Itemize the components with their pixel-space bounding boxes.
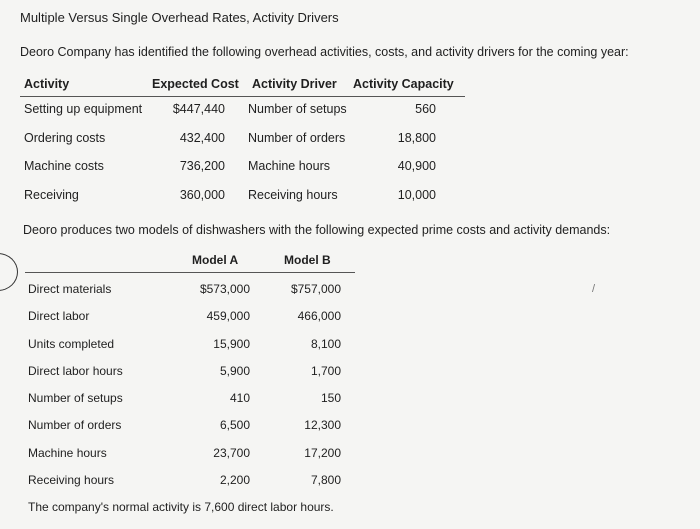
table-row [20,126,465,155]
table-row [25,273,355,300]
table-row [25,300,355,327]
expected-cost: 736,200 [179,159,225,173]
expected-cost: $447,440 [172,102,225,116]
activity-name: Setting up equipment [24,102,143,116]
row-label: Number of orders [28,418,122,433]
model-a-value: $573,000 [199,282,250,296]
bracket-mark [0,253,18,291]
model-b-value: 150 [320,391,341,406]
activity-driver: Receiving hours [248,187,338,202]
row-label: Direct labor [28,309,90,324]
model-b-value: 8,100 [310,336,341,351]
model-a-value: 15,900 [213,336,250,351]
normal-activity-note: The company's normal activity is 7,600 direct labor hours. [28,500,334,514]
header-model-b: Model B [284,253,331,267]
models-table [25,250,355,491]
table-row [20,183,465,212]
table-row [25,437,355,464]
model-a-value: 459,000 [206,309,250,324]
table-row [25,328,355,355]
table-row [25,355,355,382]
activity-capacity: 560 [415,102,436,116]
table-row [20,154,465,183]
model-a-value: 410 [229,391,250,406]
row-label: Direct materials [28,282,112,296]
activity-name: Machine costs [24,159,104,173]
row-label: Receiving hours [28,473,115,488]
activity-capacity: 10,000 [397,187,436,202]
activity-driver: Number of setups [248,102,347,116]
model-a-value: 5,900 [219,363,250,378]
model-b-value: 17,200 [304,445,341,460]
model-a-value: 6,500 [219,418,250,433]
activity-table-header [20,72,465,97]
table-row [20,97,465,126]
activity-table [20,72,465,211]
activity-driver: Machine hours [248,159,330,173]
row-label: Direct labor hours [28,363,123,378]
activity-capacity: 40,900 [397,159,436,173]
row-label: Machine hours [28,445,107,460]
header-activity-capacity: Activity Capacity [353,77,454,91]
table-row [25,382,355,409]
models-intro-text: Deoro produces two models of dishwashers with the following expected prime costs and activity demands: [23,223,611,237]
activity-driver: Number of orders [248,130,346,145]
model-b-value: 1,700 [310,363,341,378]
problem-title: Multiple Versus Single Overhead Rates, Activity Drivers [20,10,339,25]
activity-capacity: 18,800 [397,130,436,145]
pen-mark: / [592,283,596,295]
table-row [25,409,355,436]
header-model-a: Model A [192,253,239,267]
row-label: Units completed [28,336,115,351]
model-b-value: 7,800 [310,473,341,488]
model-b-value: 12,300 [304,418,341,433]
intro-text: Deoro Company has identified the following overhead activities, costs, and activity drivers for the coming year: [20,45,629,59]
model-a-value: 23,700 [213,445,250,460]
model-b-value: 466,000 [297,309,341,324]
activity-name: Ordering costs [24,130,106,145]
expected-cost: 360,000 [179,187,225,202]
models-table-header [25,250,355,273]
table-row [25,464,355,491]
model-a-value: 2,200 [219,473,250,488]
expected-cost: 432,400 [179,130,225,145]
activity-name: Receiving [24,187,79,202]
header-activity-driver: Activity Driver [252,77,337,91]
header-expected-cost: Expected Cost [152,77,239,91]
model-b-value: $757,000 [290,282,341,296]
header-activity: Activity [24,77,70,91]
row-label: Number of setups [28,391,123,406]
